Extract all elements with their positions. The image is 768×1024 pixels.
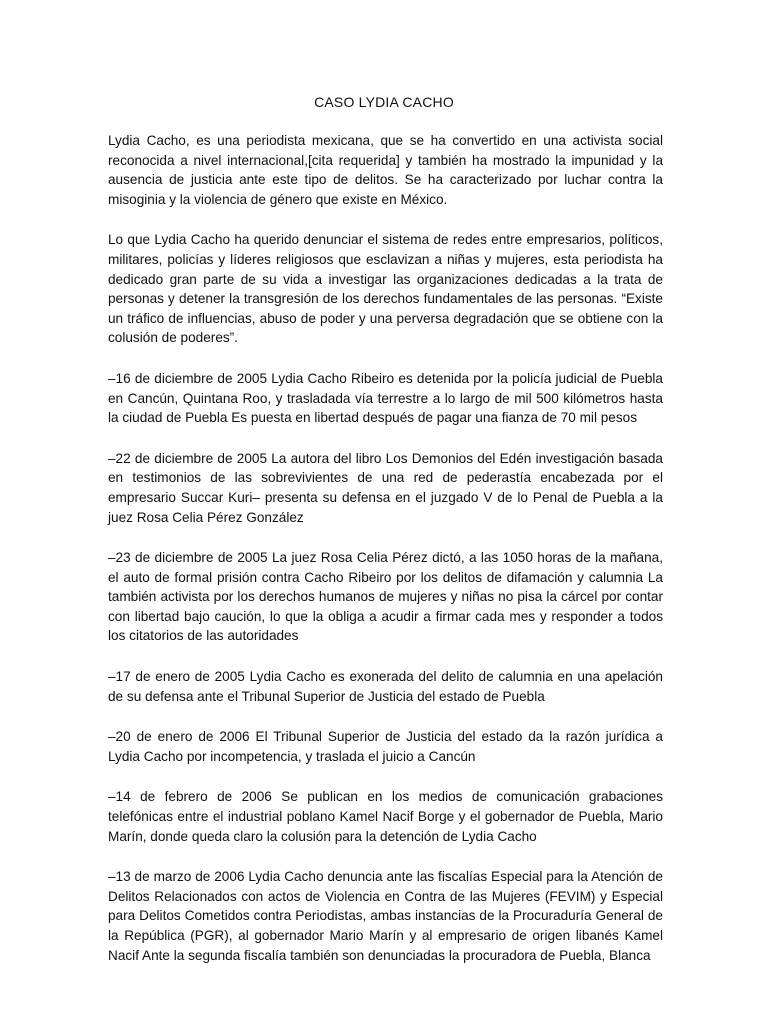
paragraph-timeline-2006-02-14: –14 de febrero de 2006 Se publican en los medios de comunicación grabaciones telefónicas entre el industrial poblano Kamel Nacif Borge y el gobernador de Puebla, Mario Marín, donde queda claro la colusión para la detención de Lydia Cacho [108, 789, 663, 844]
paragraph-timeline-2005-12-22: –22 de diciembre de 2005 La autora del libro Los Demonios del Edén investigación basada en testimonios de las sobrevivientes de una red de pederastía encabezada por el empresario Succar Kuri– presenta su defensa en el juzgado V de lo Penal de Puebla a la juez Rosa Celia Pérez González [108, 450, 663, 525]
paragraph-timeline-2006-01-20: –20 de enero de 2006 El Tribunal Superior de Justicia del estado da la razón jurídica a Lydia Cacho por incompetencia, y traslada el juicio a Cancún [108, 729, 663, 764]
paragraph-timeline-2005-12-23: –23 de diciembre de 2005 La juez Rosa Celia Pérez dictó, a las 1050 horas de la mañana, el auto de formal prisión contra Cacho Ribeiro por los delitos de difamación y calumnia La también activista por los derechos humanos de mujeres y niñas no pisa la cárcel por contar con libertad bajo caución, lo que la obliga a acudir a firmar cada mes y responder a todos los citatorios de las autoridades [108, 550, 663, 644]
paragraph-intro: Lydia Cacho, es una periodista mexicana, que se ha convertido en una activista social reconocida a nivel internacional,[cita requerida] y también ha mostrado la impunidad y la ausencia de justicia ante este tipo de delitos. Se ha caracterizado por luchar contra la misoginia y la violencia de género que existe en México. [108, 133, 663, 207]
paragraph-timeline-2005-01-17: –17 de enero de 2005 Lydia Cacho es exonerada del delito de calumnia en una apelación de su defensa ante el Tribunal Superior de Justicia del estado de Puebla [108, 669, 663, 704]
document-title: CASO LYDIA CACHO [314, 94, 454, 110]
paragraph-timeline-2005-12-16: –16 de diciembre de 2005 Lydia Cacho Ribeiro es detenida por la policía judicial de Puebla en Cancún, Quintana Roo, y trasladada vía terrestre a lo largo de mil 500 kilómetros hasta la ciudad de Puebla Es puesta en libertad después de pagar una fianza de 70 mil pesos [108, 370, 663, 426]
paragraph-denuncia: Lo que Lydia Cacho ha querido denunciar el sistema de redes entre empresarios, políticos, militares, policías y líderes religiosos que esclavizan a niñas y mujeres, esta periodista ha dedicado gran parte de su vida a investigar las organizaciones dedicadas a la trata de personas y detener la transgresión de los derechos fundamentales de las personas. “Existe un tráfico de influencias, abuso de poder y una perversa degradación que se obtiene con la colusión de poderes”. [108, 232, 663, 346]
document-body [108, 131, 663, 986]
paragraph-timeline-2006-03-13: –13 de marzo de 2006 Lydia Cacho denuncia ante las fiscalías Especial para la Atención de Delitos Relacionados con actos de Violencia en Contra de las Mujeres (FEVIM) y Especial para Delitos Cometidos contra Periodistas, ambas instancias de la Procuraduría General de la República (PGR), al gobernador Mario Marín y al empresario de origen libanés Kamel Nacif Ante la segunda fiscalía también son denunciadas la procuradora de Puebla, Blanca [108, 869, 663, 963]
